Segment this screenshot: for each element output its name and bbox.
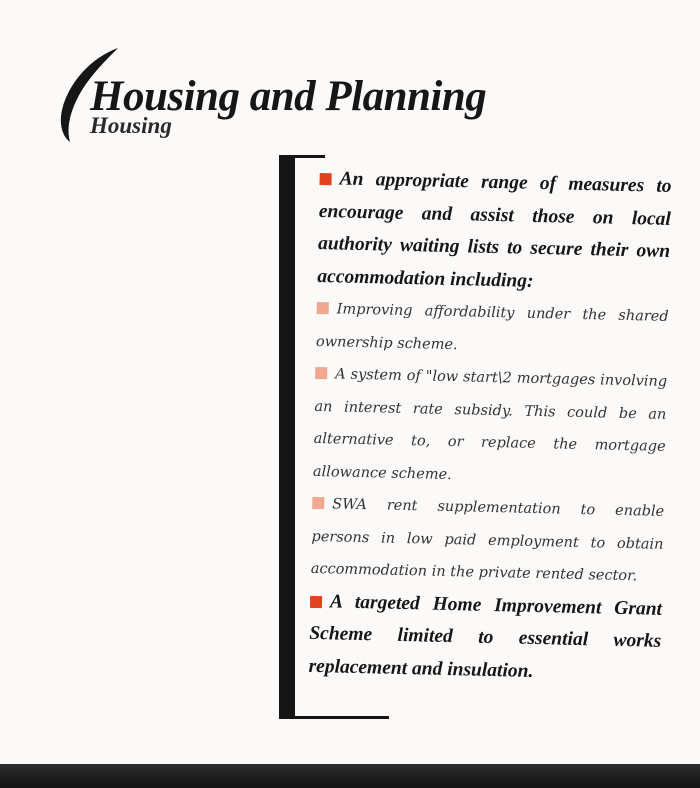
bullet-text: A targeted Home Improvement Grant Scheme limited to essential works replacement and insulation. bbox=[308, 590, 663, 682]
sub-bullet-affordability bbox=[316, 293, 669, 366]
sub-bullet-marker-icon bbox=[317, 302, 329, 314]
sub-bullet-marker-icon bbox=[315, 367, 327, 379]
sub-bullet-marker-icon bbox=[312, 497, 324, 509]
sub-bullet-low-start bbox=[313, 358, 668, 496]
bullet-item-measures bbox=[317, 163, 672, 301]
bracket-top-rule bbox=[279, 155, 325, 158]
bottom-band bbox=[0, 764, 700, 788]
sub-bullet-swa bbox=[310, 488, 664, 593]
bullet-list bbox=[308, 163, 672, 691]
bracket-bar bbox=[279, 155, 295, 718]
sub-bullet-text: SWA rent supplementation to enable persons in low paid employment to obtain accommodation in the private rented sector. bbox=[310, 496, 665, 585]
bracket-bottom-rule bbox=[279, 716, 389, 719]
page-subtitle: Housing bbox=[90, 113, 172, 138]
sub-bullet-text: A system of "low start\2 mortgages involving an interest rate subsidy. This could be an alternative to, or replace the mortgage allowance scheme. bbox=[312, 366, 668, 483]
bullet-marker-icon bbox=[320, 173, 332, 185]
bullet-marker-icon bbox=[310, 595, 322, 607]
page-title: Housing and Planning bbox=[90, 73, 487, 120]
bullet-item-grant bbox=[308, 585, 662, 690]
sub-bullet-text: Improving affordability under the shared ownership scheme. bbox=[315, 301, 669, 353]
bullet-text: An appropriate range of measures to encourage and assist those on local authority waiting lists to secure their own accommodation including: bbox=[317, 168, 672, 292]
